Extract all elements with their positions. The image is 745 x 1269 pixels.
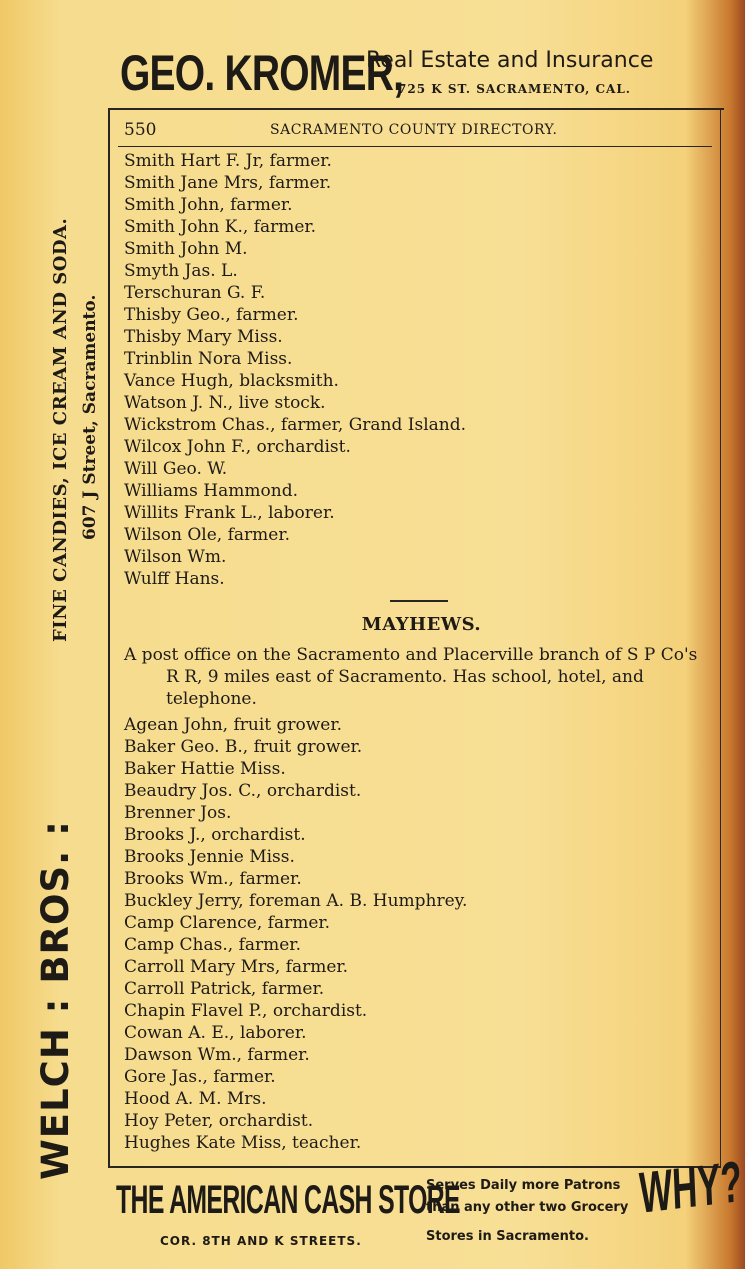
list-item: Hood A. M. Mrs. (124, 1089, 267, 1109)
right-border (720, 108, 721, 1168)
section-description: A post office on the Sacramento and Placerville branch of S P Co's R R, 9 miles east of Sacramento. Has school, hotel, and telephone. (124, 645, 698, 709)
side-ad-address: 607 J Street, Sacramento. (80, 294, 100, 540)
header-rule (110, 108, 724, 110)
list-item: Brooks Jennie Miss. (124, 847, 295, 867)
list-item: Vance Hugh, blacksmith. (124, 371, 339, 391)
list-item: Smith Hart F. Jr, farmer. (124, 151, 332, 171)
list-item: Camp Chas., farmer. (124, 935, 301, 955)
list-item: Hoy Peter, orchardist. (124, 1111, 314, 1131)
section-divider (390, 600, 448, 602)
list-item: Gore Jas., farmer. (124, 1067, 276, 1087)
list-item: Baker Hattie Miss. (124, 759, 286, 779)
footer-address: COR. 8TH AND K STREETS. (160, 1234, 362, 1248)
header-name: GEO. KROMER, (120, 45, 404, 101)
list-item: Chapin Flavel P., orchardist. (124, 1001, 368, 1021)
list-item: Will Geo. W. (124, 459, 228, 479)
list-item: Smith John, farmer. (124, 195, 293, 215)
page-number: 550 (124, 120, 157, 140)
list-item: Brenner Jos. (124, 803, 232, 823)
list-item: Baker Geo. B., fruit grower. (124, 737, 363, 757)
footer-tagline-3: Stores in Sacramento. (426, 1229, 589, 1244)
left-border (108, 108, 110, 1168)
directory-list (124, 150, 714, 1154)
list-item: Smyth Jas. L. (124, 261, 238, 281)
list-item: Wulff Hans. (124, 569, 225, 589)
list-item: Beaudry Jos. C., orchardist. (124, 781, 362, 801)
list-item: Agean John, fruit grower. (124, 715, 343, 735)
list-item: Camp Clarence, farmer. (124, 913, 331, 933)
entries-bottom (124, 714, 714, 1154)
title-rule (118, 146, 712, 147)
list-item: Terschuran G. F. (124, 283, 266, 303)
list-item: Thisby Geo., farmer. (124, 305, 299, 325)
list-item: Wilson Wm. (124, 547, 227, 567)
bottom-rule (108, 1166, 720, 1168)
list-item: Willits Frank L., laborer. (124, 503, 335, 523)
header-business: Real Estate and Insurance (366, 48, 654, 73)
list-item: Dawson Wm., farmer. (124, 1045, 310, 1065)
page-title: SACRAMENTO COUNTY DIRECTORY. (270, 122, 558, 138)
footer-tagline-2: than any other two Grocery (426, 1200, 629, 1215)
list-item: Smith John K., farmer. (124, 217, 317, 237)
list-item: Buckley Jerry, foreman A. B. Humphrey. (124, 891, 468, 911)
list-item: Brooks J., orchardist. (124, 825, 306, 845)
footer-store: THE AMERICAN CASH STORE (116, 1178, 460, 1222)
side-ad-brand: WELCH : BROS. : (34, 820, 77, 1180)
list-item: Smith John M. (124, 239, 248, 259)
list-item: Thisby Mary Miss. (124, 327, 283, 347)
list-item: Brooks Wm., farmer. (124, 869, 302, 889)
section-title: MAYHEWS. (361, 614, 482, 635)
side-ad-products: FINE CANDIES, ICE CREAM AND SODA. (50, 217, 71, 642)
list-item: Wilcox John F., orchardist. (124, 437, 351, 457)
entries-top (124, 150, 714, 590)
list-item: Carroll Patrick, farmer. (124, 979, 325, 999)
list-item: Smith Jane Mrs, farmer. (124, 173, 332, 193)
footer-tagline-1: Serves Daily more Patrons (426, 1178, 621, 1193)
list-item: Wickstrom Chas., farmer, Grand Island. (124, 415, 467, 435)
header-address: 725 K ST. SACRAMENTO, CAL. (398, 82, 631, 96)
list-item: Hughes Kate Miss, teacher. (124, 1133, 362, 1153)
list-item: Watson J. N., live stock. (124, 393, 326, 413)
list-item: Cowan A. E., laborer. (124, 1023, 307, 1043)
list-item: Trinblin Nora Miss. (124, 349, 293, 369)
list-item: Wilson Ole, farmer. (124, 525, 290, 545)
list-item: Carroll Mary Mrs, farmer. (124, 957, 349, 977)
footer-why: WHY? (638, 1149, 743, 1226)
list-item: Williams Hammond. (124, 481, 298, 501)
